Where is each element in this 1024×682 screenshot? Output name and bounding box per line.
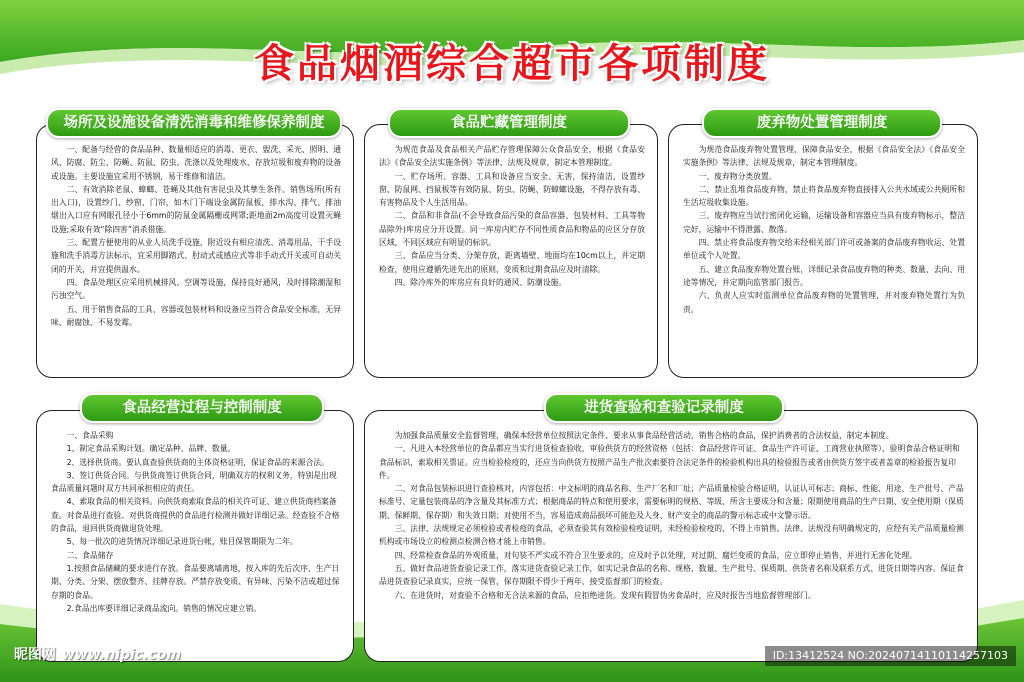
section-header-waste-disposal: 废弃物处置管理制度 [702,108,942,138]
paragraph: 一、配备与经营的食品品种、数量相适应的消毒、更衣、盥洗、采光、照明、通风、防腐、防尘、防蝇、防鼠、防虫、洗涤以及处理废水、存放垃圾和废弃物的设备或设施。主要设施宜采用不锈钢，易于维修和清洁。 [51,145,341,181]
paragraph: 一、贮存场所、容器、工具和设备应当安全、无害，保持清洁，设置纱窗、防鼠网、挡鼠板等有效防鼠、防虫、防蝇、防蟑螂设施，不得存放有毒、有害物品及个人生活用品。 [379,171,645,208]
paragraph: 1、制定食品采购计划。确定品种、品牌、数量。 [66,444,236,454]
panel-inspection-records [364,410,978,662]
paragraph: 二、禁止乱堆食品废弃物，禁止将食品废弃物直接排入公共水域或公共厕所和生活垃圾收集设施。 [683,184,965,208]
panel-waste-disposal [668,124,978,378]
paragraph: 二、食品和非食品(不会导致食品污染的食品容器、包装材料、工具等物品除外)库房应分开设置。同一库房内贮存不同性质食品和物品的应区分存放区域，不同区域应有明显的标识。 [379,211,645,248]
paragraph: 为加强食品质量安全监督管理，确保本经营单位按照法定条件、要求从事食品经营活动，销售合格的食品，保护消费者的合法权益，制定本制度。 [394,431,894,440]
paragraph: 五、做好食品进货查验记录工作，落实进货查验记录工作，如实记录食品的名称、规格、数量、生产批号、保质期、供货者名称及联系方式、进货日期等内容。保证食品进货查验记录真实，应统一保管，保存期限不得少于两年，接受监督部门的检查。 [379,563,964,587]
paragraph: 五、用于销售食品的工具、容器或包装材料和设备应当符合食品安全标准，无异味、耐腐蚀、不易发霉。 [51,304,341,327]
paragraph: 四、经常检查食品的外观质量，对句装不严实或不符合卫生要求的，应及时予以处理，对过期、腐烂变质的食品，应立即停止销售，并进行无害化处理。 [394,550,917,560]
paragraph: 5、每一批次的进货情况详细记录进货台帐，账目保管期限为二年。 [66,537,298,547]
paragraph: 一、废弃物分类放置。 [698,171,777,181]
panel-food-storage [364,124,658,378]
paragraph: 三、法律、法规规定必须检验或者检疫的食品，必须查验其有效检验检疫证明，未经检验检疫的，不得上市销售。法律、法规没有明确规定的，应经有关产品质量检测机构或市场设立的检测点检测合格才能上市销售。 [379,524,964,547]
panel-operation-control [36,410,354,662]
watermark-site: 昵图网 [14,647,56,663]
watermark-logo [14,644,181,664]
paragraph: 3、签订供货合同。与供货商签订供货合同，明确双方的权利义务，特别是出现食品质量问题时双方共同承担相应的责任。 [51,470,337,494]
paragraph: 1.按照食品储藏的要求进行存放。食品要离墙离地，按入库的先后次序、生产日期、分类、分架、摆放整齐、挂牌存放。严禁存放变质、有异味、污染不洁或超过保存期的食品。 [51,563,340,600]
paragraph: 三、废弃物应当试行密闭化运输，运输设备和容器应当具有废弃物标示，整洁完好，运输中不得泄露、散落。 [683,211,965,234]
paragraph: 三、配置方便使用的从业人员洗手设施，附近设有相应清洗、消毒用品、干手设施和洗手消毒方法标示，宜采用脚踏式、肘动式或感应式等非手动式开关或可自动关闭的开关，并宜提供温水。 [51,238,341,274]
watermark-id: ID:13412524 NO:20240714110114257103 [765,646,1016,666]
page-title: 食品烟酒综合超市各项制度 [254,41,770,87]
paragraph: 二、有效消除老鼠、蟑螂、苍蝇及其他有害昆虫及其孳生条件。销售场所(所有出入口)，设置纱门、纱窗、门帘，如木门下端设金属防鼠板，排水沟、排气、排油烟出入口应有网眼孔径小于6mm的防鼠金属隔栅或网罩;距地面2m高度可设置灭蝇设施;采取有效“除四害”消杀措施。 [51,184,341,234]
section-header-food-storage: 食品贮藏管理制度 [388,108,630,138]
watermark-url: www.nipic.com [62,647,181,663]
paragraph: 为规范食品及食品相关产品贮存管理保障公众食品安全，根据《食品安法》《食品安全法实施条例》等法律、法规及规章，制定本管理制度。 [379,145,645,168]
paragraph: 四、食品处理区应采用机械排风、空调等设施，保持良好通风，及时排除潮湿和污浊空气。 [51,277,341,301]
paragraph: 2、选择供货商。要认真查验供货商的主体资格证明，保证食品的来源合法。 [66,457,329,467]
panel-facility-cleaning [36,124,354,378]
paragraph: 四、除冷库外的库房应有良好的通风、防潮设施。 [394,277,567,287]
paragraph: 一、凡进入本经营单位的食品都应当实行进货检查验收，审验供货方的经营资格（包括：食品经营许可证、食品生产许可证、工商营业执照等），验明食品合格证明和食品标识，索取相关票证。应当检验检疫的，还应当向供货方按照产品生产批次索要符合法定条件的检验机构出具的检验报告或者由供货方签字或者盖章的检验报告复印件。 [379,444,960,480]
paragraph: 2.食品出库要详细记录商品流向。销售的情况应建立销。 [66,603,262,613]
paragraph: 二、对食品包装标识进行查验核对，内容包括：中文标明的商品名称、生产厂名和厂址；产品质量检验合格证明，认证认可标志；商标、性能、用途、生产批号、产品标准号、定量包装商品的净含量及其标准方式；根据商品的特点和使用要求，需要标明的规格、等级、所含主要成分和含量；限期使用商品的生产日期、安全使用期（保质期、保鲜期、保存期）和失效日期；对使用不当，容易造成商品损坏可能危及人身、财产安全的商品的警示标志或中文警示语。 [379,484,964,520]
paragraph: 为规范食品废弃物处置管理，保障食品安全，根据《食品安全法》《食品安全实施条例》等法律、法规及规章，制定本管理制度。 [683,145,965,168]
paragraph: 六、在进货时，对查验不合格和无合法来源的食品，应拒绝进货。发现有假冒伪劣食品时，应及时报告当地监督管理部门。 [394,590,816,600]
paragraph: 六、负责人应实时监测单位食品废弃物的处置管理，并对废弃物处置行为负责。 [683,291,965,314]
section-header-inspection-records: 进货查验和查验记录制度 [544,393,784,423]
paragraph: 一、食品采购 [66,431,114,440]
paragraph: 4、索取食品的相关资料。向供货商索取食品的相关许可证、建立供货商档案备查。对食品进行查验。对供货商提供的食品进行检测并做好详细记录。经查验不合格的食品，退回供货商做退货处理。 [51,497,340,534]
paragraph: 五、建立食品废弃物处置台账，详细记录食品废弃物的种类、数量、去向、用途等情况，并定期向监管部门报告。 [683,264,965,287]
section-header-operation-control: 食品经营过程与控制制度 [80,393,324,423]
paragraph: 二、食品储存 [66,550,114,560]
paragraph: 三、食品应当分类、分架存放，距离墙壁、地面均在10cm以上，并定期检查，使用应遵循先进先出的原则，变质和过期食品应及时清除。 [379,251,645,274]
paragraph: 四、禁止将食品废弃物交给未经相关部门许可或备案的食品废弃物收运、处置单位或个人处置。 [683,238,965,261]
section-header-facility-cleaning: 场所及设施设备清洗消毒和维修保养制度 [46,108,342,138]
